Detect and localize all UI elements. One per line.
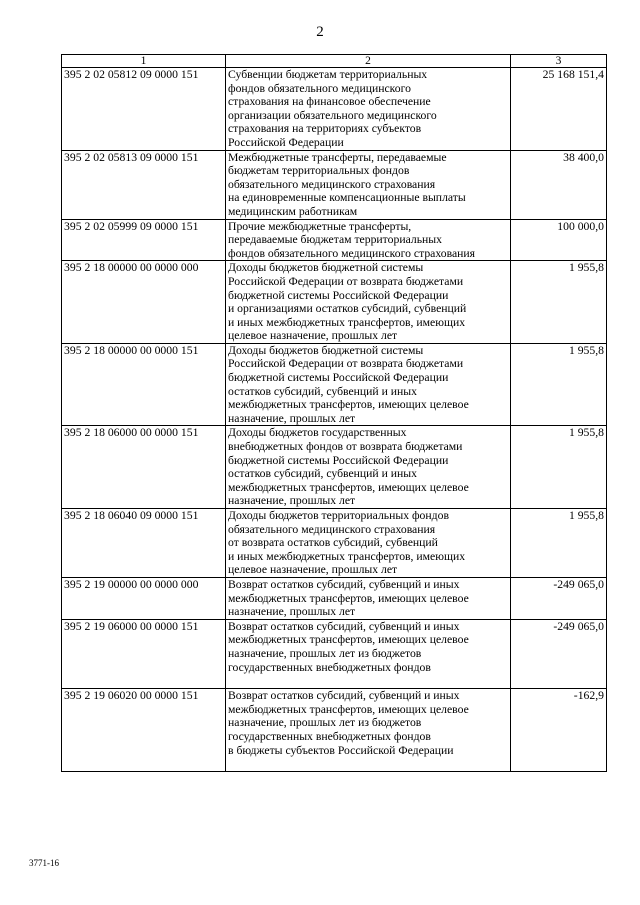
row-name: Доходы бюджетов бюджетной системы Российской Федерации от возврата бюджетами бюджетной системы Российской Федерации и организациями остатков субсидий, субвенций и иных межбюджетных трансфертов, имеющих целевое назначение, прошлых лет	[226, 261, 511, 344]
row-code: 395 2 02 05999 09 0000 151	[62, 219, 226, 261]
row-code: 395 2 18 00000 00 0000 000	[62, 261, 226, 344]
row-name: Доходы бюджетов бюджетной системы Российской Федерации от возврата бюджетами бюджетной системы Российской Федерации остатков субсидий, субвенций и иных межбюджетных трансфертов, имеющих целевое назначение, прошлых лет	[226, 343, 511, 426]
row-name: Прочие межбюджетные трансферты, передаваемые бюджетам территориальных фондов обязательного медицинского страхования	[226, 219, 511, 261]
table-row	[62, 343, 607, 426]
row-name: Возврат остатков субсидий, субвенций и иных межбюджетных трансфертов, имеющих целевое назначение, прошлых лет из бюджетов государственных внебюджетных фондов	[226, 619, 511, 688]
row-code: 395 2 18 00000 00 0000 151	[62, 343, 226, 426]
row-code: 395 2 18 06000 00 0000 151	[62, 426, 226, 509]
row-amount: -249 065,0	[511, 619, 607, 688]
row-code: 395 2 02 05813 09 0000 151	[62, 150, 226, 219]
budget-table	[61, 54, 607, 772]
row-name: Доходы бюджетов территориальных фондов обязательного медицинского страхования от возврата остатков субсидий, субвенций и иных межбюджетных трансфертов, имеющих целевое назначение, прошлых лет	[226, 509, 511, 578]
table-row	[62, 689, 607, 772]
table-row	[62, 426, 607, 509]
row-name: Возврат остатков субсидий, субвенций и иных межбюджетных трансфертов, имеющих целевое назначение, прошлых лет из бюджетов государственных внебюджетных фондов в бюджеты субъектов Российской Федерации	[226, 689, 511, 772]
row-name: Доходы бюджетов государственных внебюджетных фондов от возврата бюджетами бюджетной системы Российской Федерации остатков субсидий, субвенций и иных межбюджетных трансфертов, имеющих целевое назначение, прошлых лет	[226, 426, 511, 509]
row-name: Субвенции бюджетам территориальных фондов обязательного медицинского страхования на финансовое обеспечение организации обязательного медицинского страхования на территориях субъектов Российской Федерации	[226, 68, 511, 151]
table-row	[62, 619, 607, 688]
row-code: 395 2 19 00000 00 0000 000	[62, 577, 226, 619]
column-header-3: 3	[511, 55, 607, 68]
page-number: 2	[316, 24, 324, 40]
table-row	[62, 150, 607, 219]
row-code: 395 2 02 05812 09 0000 151	[62, 68, 226, 151]
table-row	[62, 577, 607, 619]
table-row	[62, 261, 607, 344]
row-name: Межбюджетные трансферты, передаваемые бюджетам территориальных фондов обязательного медицинского страхования на единовременные компенсационные выплаты медицинским работникам	[226, 150, 511, 219]
row-amount: 1 955,8	[511, 343, 607, 426]
table-body	[62, 68, 607, 772]
row-code: 395 2 19 06000 00 0000 151	[62, 619, 226, 688]
table-header-row	[62, 55, 607, 68]
column-header-1: 1	[62, 55, 226, 68]
row-amount: 25 168 151,4	[511, 68, 607, 151]
row-amount: -162,9	[511, 689, 607, 772]
table-row	[62, 68, 607, 151]
row-code: 395 2 18 06040 09 0000 151	[62, 509, 226, 578]
column-header-2: 2	[226, 55, 511, 68]
row-amount: 1 955,8	[511, 426, 607, 509]
row-amount: 38 400,0	[511, 150, 607, 219]
row-amount: -249 065,0	[511, 577, 607, 619]
row-code: 395 2 19 06020 00 0000 151	[62, 689, 226, 772]
table-row	[62, 219, 607, 261]
row-amount: 1 955,8	[511, 261, 607, 344]
row-name: Возврат остатков субсидий, субвенций и иных межбюджетных трансфертов, имеющих целевое назначение, прошлых лет	[226, 577, 511, 619]
table-row	[62, 509, 607, 578]
row-amount: 100 000,0	[511, 219, 607, 261]
document-id: 3771-16	[29, 858, 59, 868]
row-amount: 1 955,8	[511, 509, 607, 578]
